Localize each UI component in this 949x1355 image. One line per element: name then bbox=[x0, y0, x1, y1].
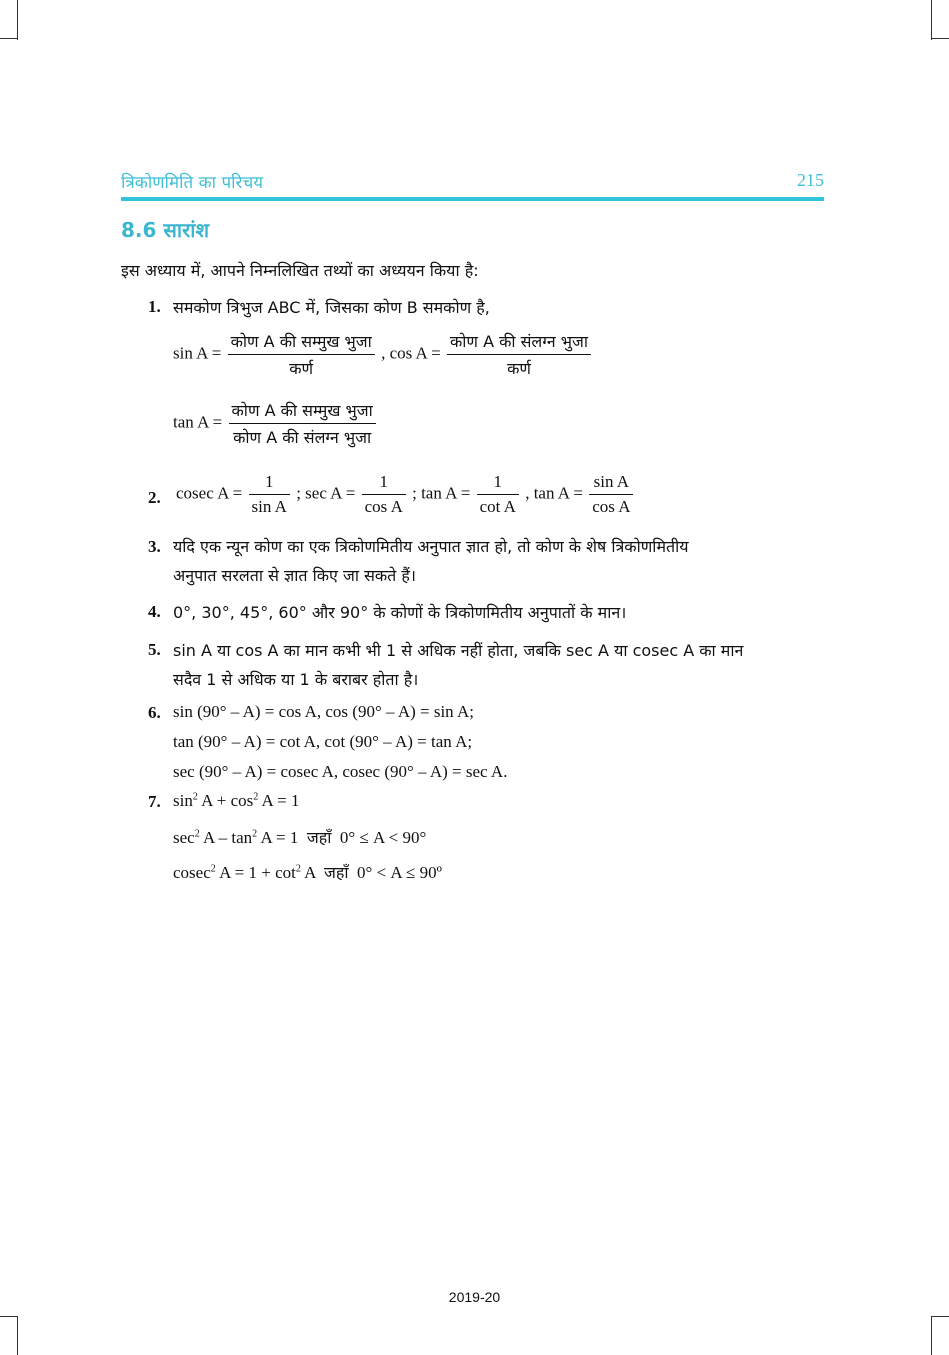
reciprocal-identities bbox=[176, 472, 635, 517]
crop-mark-tl-v bbox=[17, 0, 18, 40]
running-header-title: त्रिकोणमिति का परिचय bbox=[121, 173, 264, 193]
sec-denominator: cos A bbox=[364, 497, 403, 516]
complement-identity-3: sec (90° – A) = cosec A, cosec (90° – A) = sec A. bbox=[173, 762, 508, 781]
tan-recip-numerator: 1 bbox=[477, 472, 519, 495]
sec-numerator: 1 bbox=[362, 472, 406, 495]
tan-quot-denominator: cos A bbox=[592, 497, 631, 516]
item-5-line-1: sin A या cos A का मान कभी भी 1 से अधिक नहीं होता, जबकि sec A या cosec A का मान bbox=[173, 641, 744, 660]
item-number: 7. bbox=[148, 792, 161, 811]
item-number: 2. bbox=[148, 488, 161, 507]
term: A – tan bbox=[199, 828, 253, 847]
sec-lhs: ; sec A = bbox=[296, 483, 356, 503]
term: A = 1 bbox=[258, 791, 300, 810]
crop-mark-tl-h bbox=[0, 38, 17, 39]
item-number: 5. bbox=[148, 640, 161, 659]
term: sec bbox=[173, 828, 195, 847]
item-3-line-1: यदि एक न्यून कोण का एक त्रिकोणमितीय अनुपात ज्ञात हो, तो कोण के शेष त्रिकोणमितीय bbox=[173, 537, 689, 556]
tan-denominator: कोण A की संलग्न भुजा bbox=[233, 428, 372, 447]
cosec-denominator: sin A bbox=[251, 497, 287, 516]
tan-lhs: tan A = bbox=[173, 412, 223, 432]
crop-mark-br-v bbox=[931, 1316, 932, 1355]
tan-numerator: कोण A की सम्मुख भुजा bbox=[229, 399, 376, 424]
item-5-line-2: सदैव 1 से अधिक या 1 के बराबर होता है। bbox=[173, 670, 419, 689]
sin-fraction bbox=[228, 330, 375, 379]
pythagorean-identity-2 bbox=[173, 826, 426, 848]
tan-definition bbox=[173, 399, 378, 448]
section-title: 8.6 सारांश bbox=[121, 218, 210, 242]
cos-lhs: , cos A = bbox=[381, 343, 441, 363]
tan-recip-lhs: ; tan A = bbox=[412, 483, 471, 503]
sin-cos-definition bbox=[173, 330, 593, 379]
page-number: 215 bbox=[797, 170, 824, 190]
crop-mark-tr-v bbox=[931, 0, 932, 40]
term: sin bbox=[173, 791, 193, 810]
exponent: 2 bbox=[295, 863, 301, 875]
exponent: 2 bbox=[192, 791, 198, 803]
tan-quot-fraction bbox=[589, 472, 633, 517]
term: A = 1 bbox=[257, 828, 299, 847]
cosec-fraction bbox=[249, 472, 290, 517]
angle-condition: 0° < A ≤ 90º bbox=[357, 863, 442, 882]
item-number: 4. bbox=[148, 602, 161, 621]
sin-lhs: sin A = bbox=[173, 343, 222, 363]
crop-mark-tr-h bbox=[931, 38, 949, 39]
item-number: 6. bbox=[148, 703, 161, 722]
term: A bbox=[300, 863, 316, 882]
exponent: 2 bbox=[210, 863, 216, 875]
cos-fraction bbox=[447, 330, 591, 379]
footer-year: 2019-20 bbox=[448, 1289, 501, 1305]
term: cosec bbox=[173, 863, 211, 882]
tan-recip-fraction bbox=[477, 472, 519, 517]
term: A + cos bbox=[197, 791, 254, 810]
crop-mark-bl-h bbox=[0, 1316, 17, 1317]
item-number: 3. bbox=[148, 537, 161, 556]
item-1-text: समकोण त्रिभुज ABC में, जिसका कोण B समकोण है, bbox=[173, 298, 490, 317]
pythagorean-identity-3 bbox=[173, 861, 442, 883]
item-3-line-2: अनुपात सरलता से ज्ञात किए जा सकते हैं। bbox=[173, 566, 416, 585]
sec-fraction bbox=[362, 472, 406, 517]
cosec-numerator: 1 bbox=[249, 472, 290, 495]
angle-condition: 0° ≤ A < 90° bbox=[339, 828, 427, 847]
item-number: 1. bbox=[148, 297, 161, 316]
crop-mark-bl-v bbox=[17, 1316, 18, 1355]
cos-numerator: कोण A की संलग्न भुजा bbox=[447, 330, 591, 355]
intro-text: इस अध्याय में, आपने निम्नलिखित तथ्यों का अध्ययन किया है: bbox=[121, 261, 479, 280]
sin-denominator: कर्ण bbox=[289, 359, 314, 378]
complement-identity-2: tan (90° – A) = cot A, cot (90° – A) = tan A; bbox=[173, 732, 473, 751]
tan-recip-denominator: cot A bbox=[479, 497, 516, 516]
cos-denominator: कर्ण bbox=[507, 359, 531, 378]
exponent: 2 bbox=[194, 828, 200, 840]
tan-quot-numerator: sin A bbox=[589, 472, 633, 495]
sin-numerator: कोण A की सम्मुख भुजा bbox=[228, 330, 375, 355]
where-word: जहाँ bbox=[324, 863, 349, 882]
term: A = 1 + cot bbox=[215, 863, 296, 882]
pythagorean-identity-1 bbox=[173, 791, 300, 811]
header-rule bbox=[121, 197, 824, 201]
where-word: जहाँ bbox=[306, 828, 332, 847]
tan-quot-lhs: , tan A = bbox=[525, 483, 583, 503]
exponent: 2 bbox=[253, 791, 259, 803]
cosec-lhs: cosec A = bbox=[176, 483, 243, 503]
exponent: 2 bbox=[252, 828, 258, 840]
item-4-text: 0°, 30°, 45°, 60° और 90° के कोणों के त्रिकोणमितीय अनुपातों के मान। bbox=[173, 603, 627, 622]
tan-fraction bbox=[229, 399, 376, 448]
complement-identity-1: sin (90° – A) = cos A, cos (90° – A) = sin A; bbox=[173, 702, 474, 721]
crop-mark-br-h bbox=[931, 1316, 949, 1317]
